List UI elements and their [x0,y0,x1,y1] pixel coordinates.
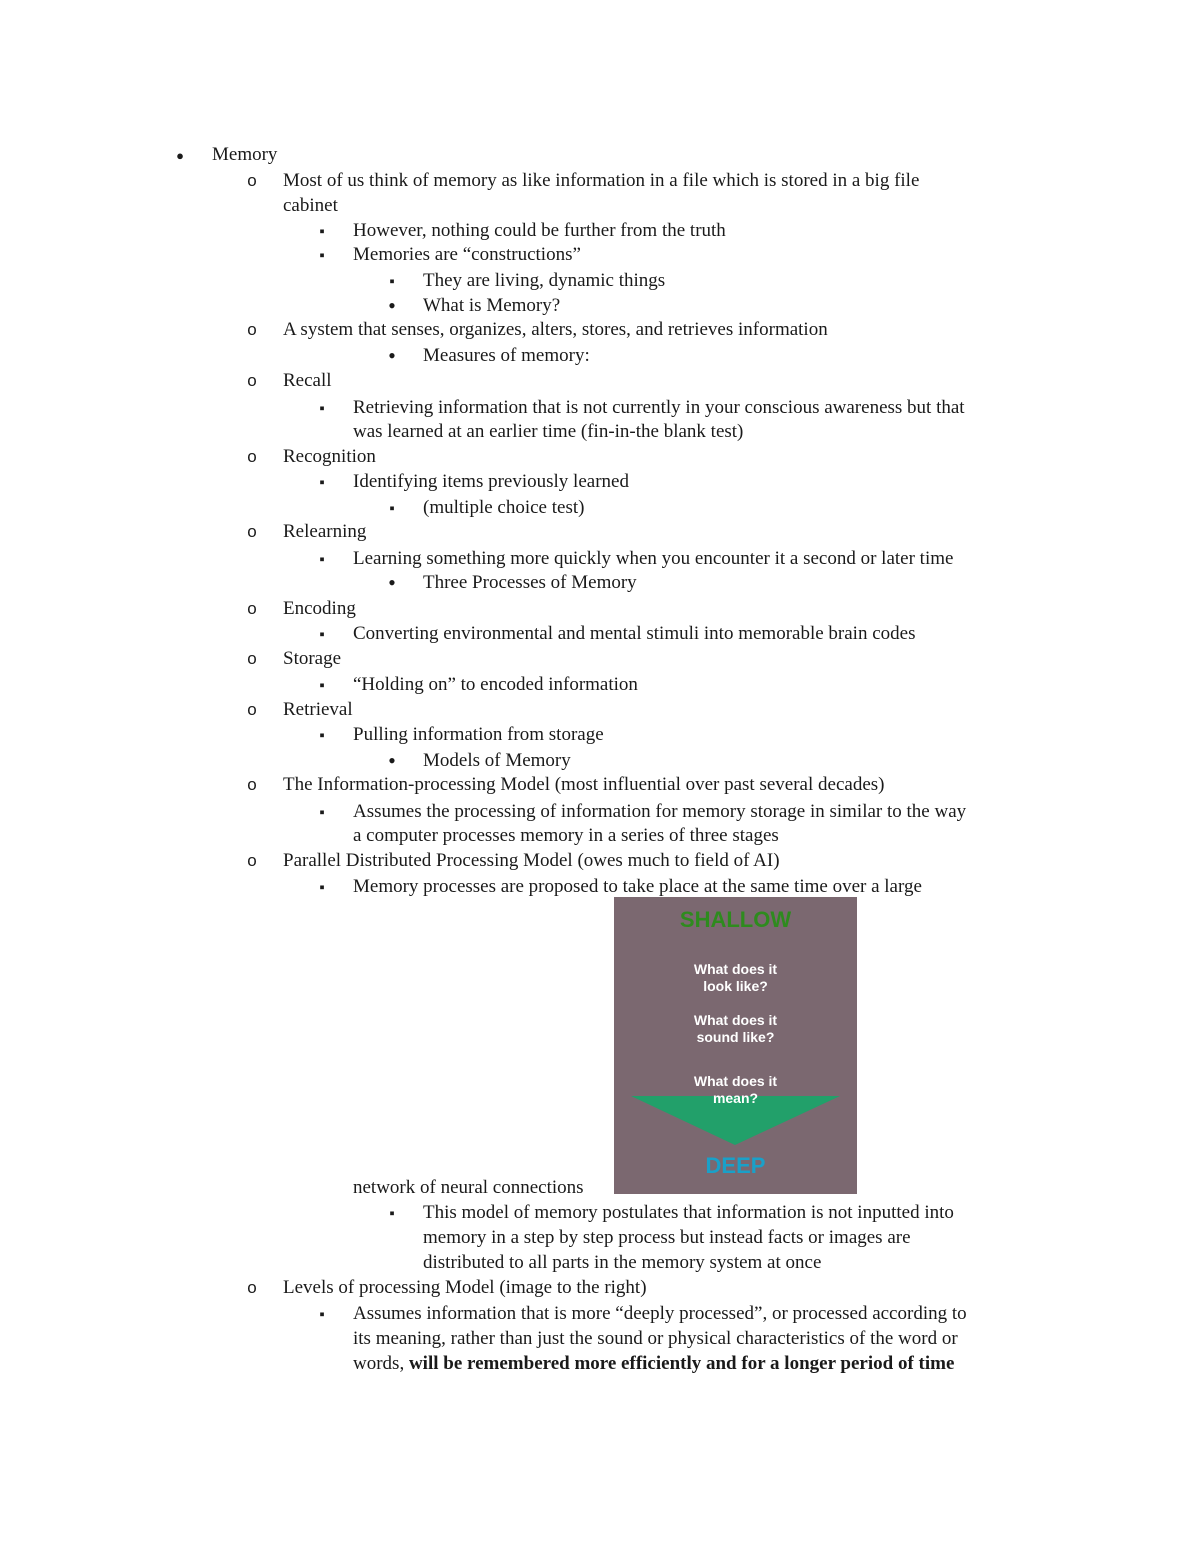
bullet-square [314,874,330,901]
bullet-circle [244,317,260,342]
bullet-circle [244,646,260,671]
list-item: The Information-processing Model (most influential over past several decades) [283,774,885,795]
bullet-circle [244,772,260,797]
bullet-square [314,722,330,749]
list-item: Levels of processing Model (image to the right) [283,1277,647,1298]
list-item: A system that senses, organizes, alters, stores, and retrieves information [283,319,828,340]
levels-of-processing-figure [614,897,857,1194]
shallow-label: SHALLOW [679,907,792,932]
list-item: This model of memory postulates that information is not inputted into [423,1202,954,1223]
list-item-continued [353,1351,954,1376]
bullet-square [314,1301,330,1328]
list-item: They are living, dynamic things [423,270,666,291]
bullet-dot [384,343,400,370]
list-item: Measures of memory: [423,345,590,366]
question-sound-line2: sound like? [696,1029,775,1045]
bullet-square [314,395,330,422]
bullet-dot [384,570,400,597]
bullet-dot [384,748,400,775]
list-item: Most of us think of memory as like information in a file which is stored in a big file [283,170,920,191]
list-item: Assumes the processing of information for memory storage in similar to the way [353,801,967,822]
bullet-square [314,218,330,245]
bullet-square [314,799,330,826]
bullet-disc [172,142,188,168]
list-item-continued: network of neural connections [353,1177,584,1198]
list-item: However, nothing could be further from the truth [353,220,726,241]
list-item: What is Memory? [423,295,561,316]
bullet-circle [244,1275,260,1300]
list-item: Recognition [283,446,376,467]
bullet-square [314,242,330,269]
bullet-square [384,268,400,295]
bullet-circle [244,444,260,469]
question-look [614,961,857,995]
list-item: Models of Memory [423,750,571,771]
question-look-line1: What does it [693,961,778,977]
list-item: Parallel Distributed Processing Model (owes much to field of AI) [283,850,780,871]
bullet-circle [244,168,260,193]
list-item: Three Processes of Memory [423,572,637,593]
list-item: Memories are “constructions” [353,244,581,265]
bullet-circle [244,848,260,873]
list-item: Relearning [283,521,367,542]
list-item: Retrieval [283,699,353,720]
list-item-continued: memory in a step by step process but instead facts or images are [423,1227,911,1248]
list-item: Memory processes are proposed to take place at the same time over a large [353,876,922,897]
bullet-square [314,672,330,699]
list-item-continued: distributed to all parts in the memory system at once [423,1252,822,1273]
question-sound [614,1012,857,1046]
bold-emphasis: will be remembered more efficiently and for a longer period of time [408,1353,955,1374]
bullet-circle [244,697,260,722]
list-item: Converting environmental and mental stimuli into memorable brain codes [353,623,916,644]
list-item: Recall [283,370,332,391]
list-item-continued: a computer processes memory in a series of three stages [353,825,779,846]
question-sound-line1: What does it [693,1012,778,1028]
bullet-circle [244,596,260,621]
list-item-continued: was learned at an earlier time (fin-in-the blank test) [353,421,744,442]
bullet-dot [384,293,400,320]
question-mean [614,1073,857,1107]
list-item: Learning something more quickly when you encounter it a second or later time [353,548,954,569]
list-item: Storage [283,648,342,669]
list-item-continued: its meaning, rather than just the sound or physical characteristics of the word or [353,1328,958,1349]
deep-label: DEEP [705,1153,766,1178]
question-look-line2: look like? [703,978,768,994]
list-item: Retrieving information that is not currently in your conscious awareness but that [353,397,965,418]
list-item-continued: cabinet [283,195,338,216]
bullet-square [314,546,330,573]
list-item: (multiple choice test) [423,497,585,518]
bullet-square [314,621,330,648]
list-item: Assumes information that is more “deeply processed”, or processed according to [353,1303,967,1324]
list-item: Encoding [283,598,356,619]
list-item: Pulling information from storage [353,724,604,745]
question-mean-line1: What does it [693,1073,778,1089]
question-mean-line2: mean? [712,1090,759,1106]
plain-text: words, [353,1353,409,1374]
list-item: Identifying items previously learned [353,471,629,492]
bullet-circle [244,519,260,544]
bullet-square [314,469,330,496]
bullet-square [384,495,400,522]
list-item: Memory [212,144,278,165]
bullet-square [384,1200,400,1227]
bullet-circle [244,368,260,393]
list-item: “Holding on” to encoded information [353,674,638,695]
